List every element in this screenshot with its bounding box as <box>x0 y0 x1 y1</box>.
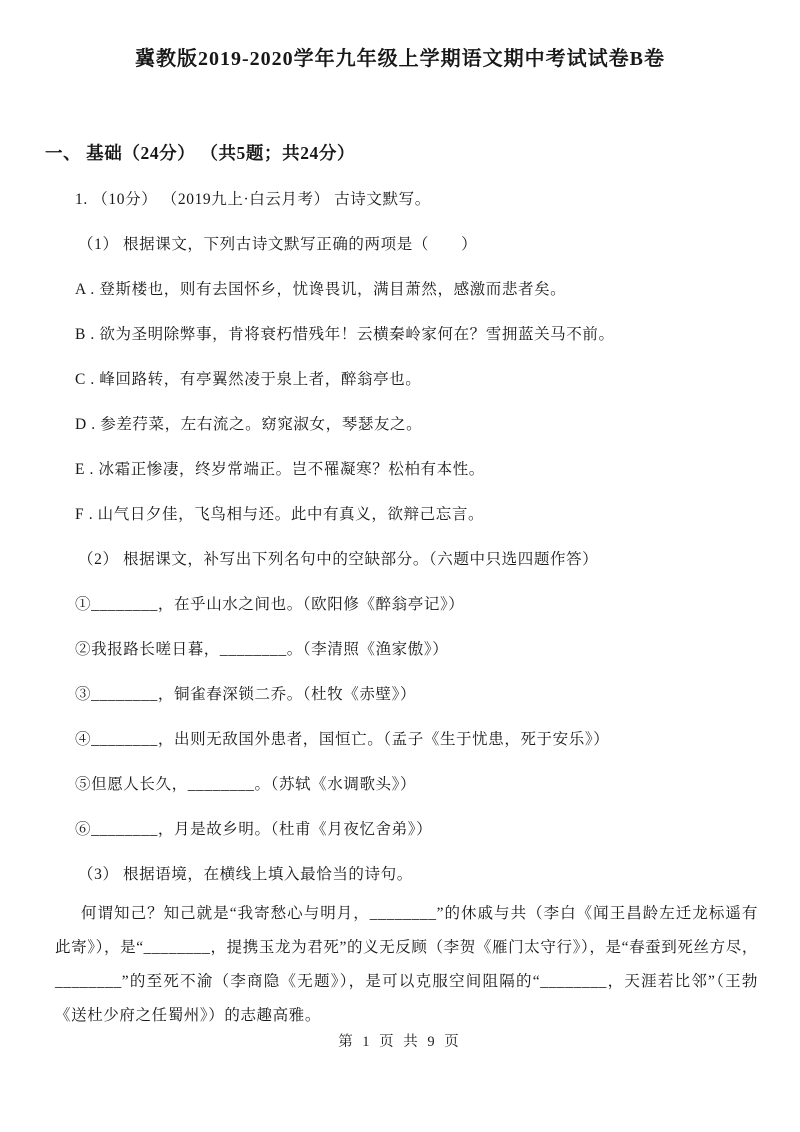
part-2-label: （2） 根据课文，补写出下列名句中的空缺部分。（六题中只选四题作答） <box>78 551 599 568</box>
option-a: A . 登斯楼也，则有去国怀乡，忧谗畏讥，满目萧然，感激而悲者矣。 <box>75 281 567 298</box>
blank-item-6: ⑥________，月是故乡明。（杜甫《月夜忆舍弟》） <box>75 821 433 838</box>
part-1-label: （1） 根据课文，下列古诗文默写正确的两项是（ ） <box>78 236 478 253</box>
option-d: D . 参差荇菜，左右流之。窈窕淑女，琴瑟友之。 <box>75 416 423 433</box>
context-paragraph: 何谓知己？知己就是“我寄愁心与明月，________”的休戚与共（李白《闻王昌龄左迁龙标遥有此寄》），是“________，提携玉龙为君死”的义无反顾（李贺《雁门太守行》），是“春蚕到死丝方尽，________”的至死不渝（李商隐《无题》），是可以克服空间阻隔的“________，天涯若比邻”（王勃《送杜少府之任蜀州》）的志趣高雅。 <box>55 905 758 1024</box>
exam-title: 冀教版2019-2020学年九年级上学期语文期中考试试卷B卷 <box>135 48 665 70</box>
option-b: B . 欲为圣明除弊事，肯将衰朽惜残年！云横秦岭家何在？雪拥蓝关马不前。 <box>75 326 615 343</box>
blank-item-2: ②我报路长嗟日暮，________。（李清照《渔家傲》） <box>75 641 449 658</box>
blank-item-3: ③________，铜雀春深锁二乔。（杜牧《赤壁》） <box>75 686 417 703</box>
page-number-footer: 第 1 页 共 9 页 <box>338 1034 462 1050</box>
option-e: E . 冰霜正惨凄，终岁常端正。岂不罹凝寒？松柏有本性。 <box>75 461 485 478</box>
blank-item-5: ⑤但愿人长久，________。（苏轼《水调歌头》） <box>75 776 417 793</box>
blank-item-1: ①________，在乎山水之间也。（欧阳修《醉翁亭记》） <box>75 596 465 613</box>
section-heading: 一、 基础（24分） （共5题；共24分） <box>45 143 356 163</box>
part-3-label: （3） 根据语境，在横线上填入最恰当的诗句。 <box>78 866 413 883</box>
question-1-stem: 1. （10分） （2019九上·白云月考） 古诗文默写。 <box>75 191 431 208</box>
option-c: C . 峰回路转，有亭翼然凌于泉上者，醉翁亭也。 <box>75 371 422 388</box>
blank-item-4: ④________，出则无敌国外患者，国恒亡。（孟子《生于忧患，死于安乐》） <box>75 731 610 748</box>
option-f: F . 山气日夕佳，飞鸟相与还。此中有真义，欲辩己忘言。 <box>75 506 485 523</box>
